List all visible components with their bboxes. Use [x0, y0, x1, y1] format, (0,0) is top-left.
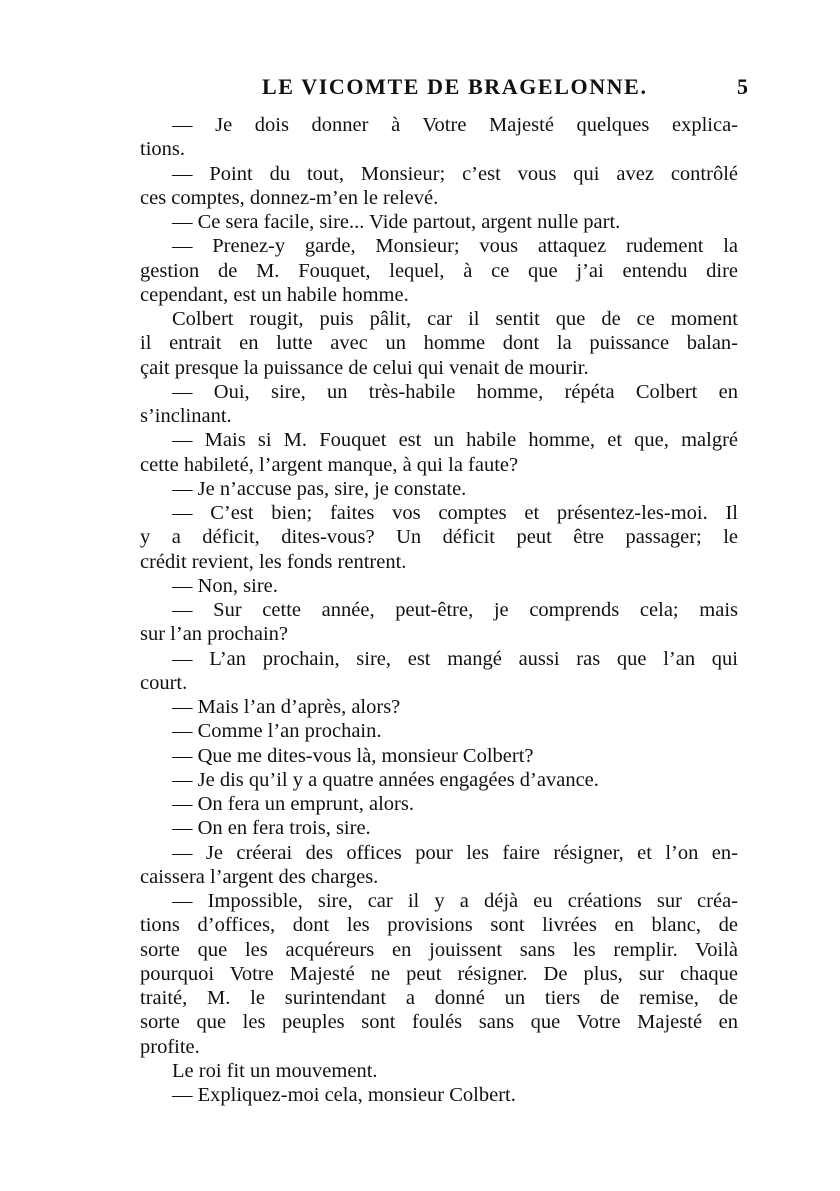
running-title: LE VICOMTE DE BRAGELONNE. [262, 74, 648, 99]
text-line: — Je créerai des offices pour les faire résigner, et l’on en- [172, 841, 738, 864]
page-number: 5 [737, 74, 748, 99]
text-line: sorte que les acquéreurs en jouissent sans les remplir. Voilà [140, 938, 738, 961]
text-line: — Prenez-y garde, Monsieur; vous attaquez rudement la [172, 235, 738, 258]
text-line: — Point du tout, Monsieur; c’est vous qui avez contrôlé [172, 162, 738, 185]
text-line: cette habileté, l’argent manque, à qui la faute? [140, 453, 519, 476]
text-line: gestion de M. Fouquet, lequel, à ce que j’ai entendu dire [140, 259, 738, 282]
page-header [140, 74, 752, 104]
text-line: — Que me dites-vous là, monsieur Colbert? [172, 744, 534, 767]
text-line: — Je dois donner à Votre Majesté quelques explica- [172, 114, 738, 136]
text-line: — Comme l’an prochain. [172, 720, 382, 743]
text-line: crédit revient, les fonds rentrent. [140, 550, 407, 573]
text-line: caissera l’argent des charges. [140, 865, 379, 888]
text-line: traité, M. le surintendant a donné un tiers de remise, de [140, 987, 738, 1009]
text-line: Le roi fit un mouvement. [172, 1059, 378, 1082]
text-line: — Je dis qu’il y a quatre années engagées d’avance. [172, 768, 599, 791]
text-line: tions. [140, 138, 185, 161]
text-line: ces comptes, donnez-m’en le relevé. [140, 186, 439, 209]
text-line: — Expliquez-moi cela, monsieur Colbert. [172, 1084, 516, 1106]
text-line: — Mais si M. Fouquet est un habile homme, et que, malgré [172, 429, 738, 452]
text-line: pourquoi Votre Majesté ne peut résigner. De plus, sur chaque [140, 962, 738, 985]
text-line: sur l’an prochain? [140, 623, 288, 646]
text-line: — Impossible, sire, car il y a déjà eu créations sur créa- [172, 890, 738, 912]
text-line: — L’an prochain, sire, est mangé aussi ras que l’an qui [172, 647, 738, 670]
text-line: il entrait en lutte avec un homme dont la puissance balan- [140, 332, 738, 355]
text-line: — On en fera trois, sire. [172, 817, 371, 840]
text-line: — Sur cette année, peut-être, je comprends cela; mais [172, 599, 738, 621]
text-line: çait presque la puissance de celui qui venait de mourir. [140, 356, 589, 379]
text-line: court. [140, 671, 188, 694]
text-line: s’inclinant. [140, 405, 232, 427]
text-line: — Mais l’an d’après, alors? [172, 696, 401, 718]
text-line: y a déficit, dites-vous? Un déficit peut être passager; le [140, 526, 738, 549]
text-line: — Oui, sire, un très-habile homme, répéta Colbert en [172, 380, 738, 403]
text-line: — Je n’accuse pas, sire, je constate. [172, 477, 467, 500]
text-line: cependant, est un habile homme. [140, 283, 409, 306]
text-line: — C’est bien; faites vos comptes et présentez-les-moi. Il [172, 502, 738, 524]
text-line: — Ce sera facile, sire... Vide partout, argent nulle part. [172, 211, 621, 233]
text-line: — On fera un emprunt, alors. [172, 793, 414, 815]
text-line: tions d’offices, dont les provisions sont livrées en blanc, de [140, 914, 738, 937]
text-line: Colbert rougit, puis pâlit, car il sentit que de ce moment [172, 308, 738, 330]
text-line: profite. [140, 1035, 200, 1058]
body-text [140, 113, 738, 1107]
text-line: — Non, sire. [172, 574, 278, 597]
text-line: sorte que les peuples sont foulés sans que Votre Majesté en [140, 1011, 738, 1034]
